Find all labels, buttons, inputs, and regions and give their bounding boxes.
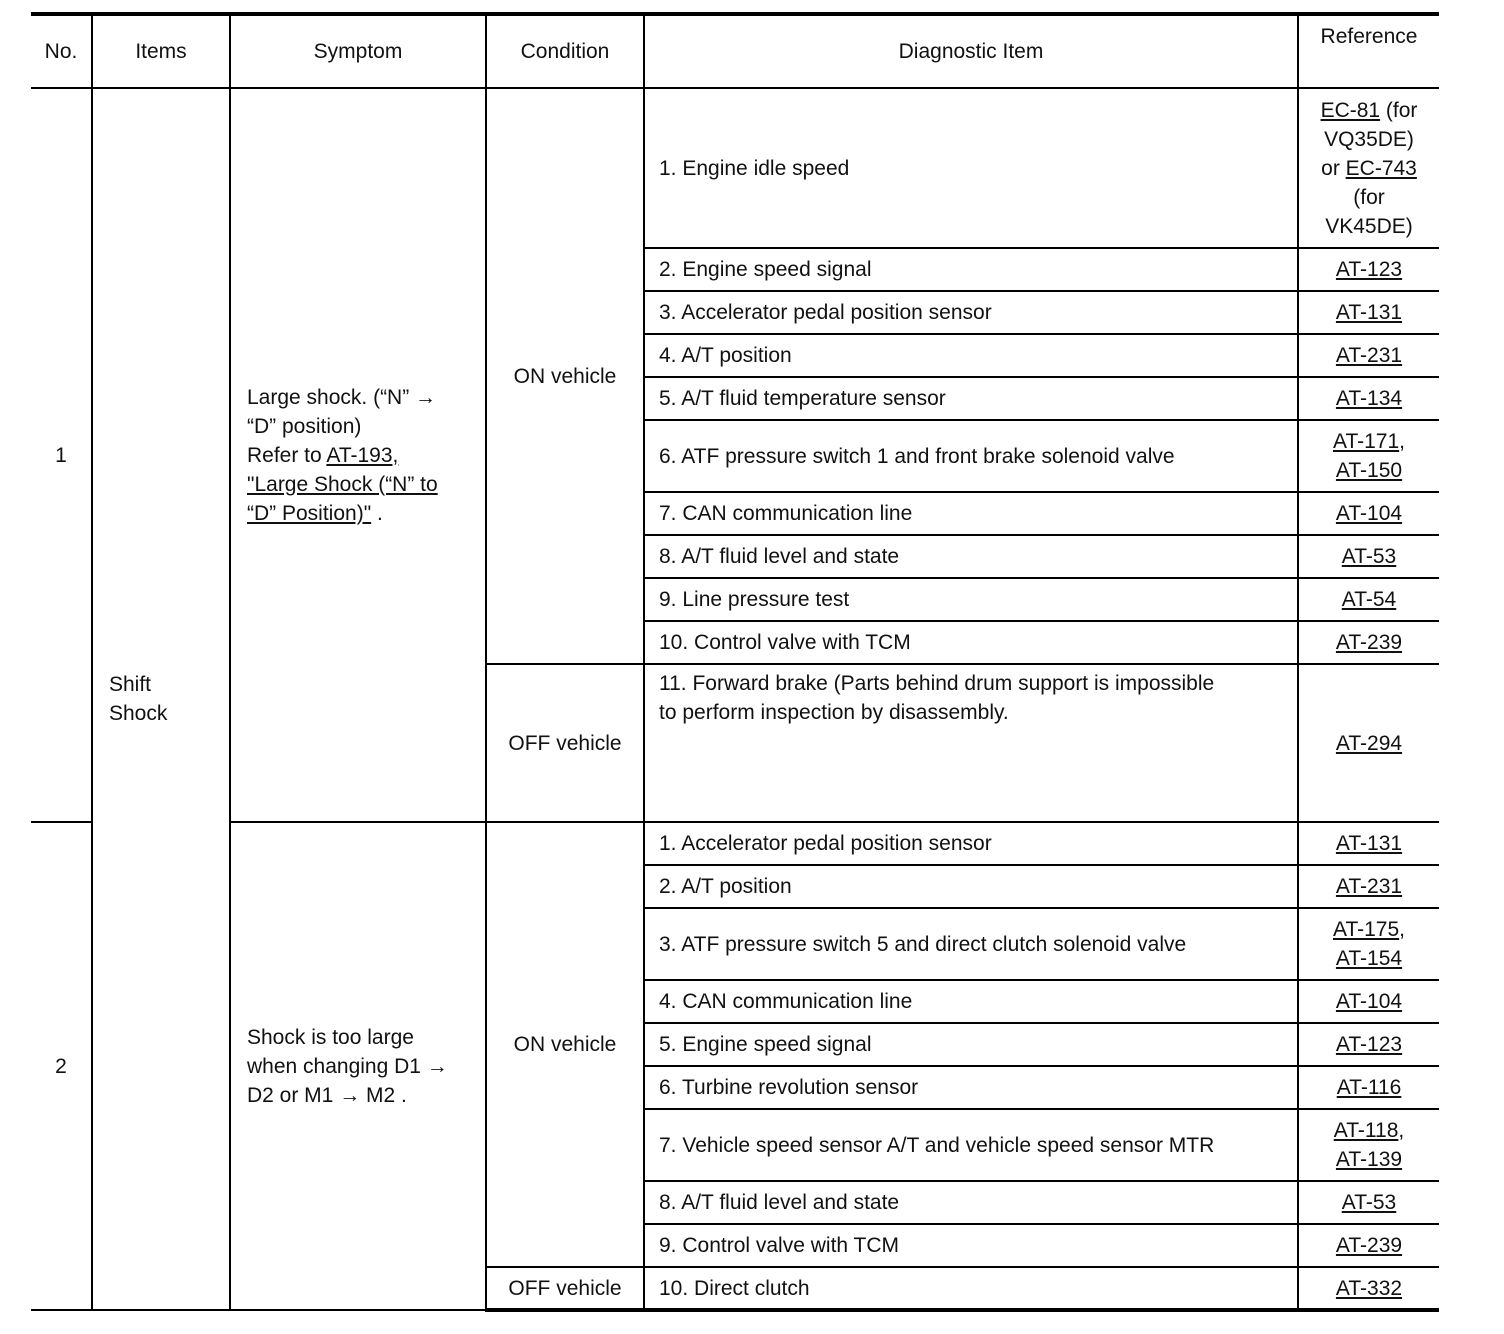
reference-cell: [1298, 578, 1439, 621]
reference-link[interactable]: AT-123: [1335, 258, 1403, 281]
symptom-cell-1: [230, 88, 486, 822]
diagnostic-item: 2. A/T position: [644, 865, 1298, 908]
diagnostic-item: 8. A/T fluid level and state: [644, 1181, 1298, 1224]
diagnostic-item: 2. Engine speed signal: [644, 248, 1298, 291]
row-number-1: 1: [31, 88, 92, 822]
reference-link[interactable]: AT-53: [1341, 1191, 1397, 1214]
items-label: Shift: [109, 673, 152, 696]
reference-link[interactable]: AT-131: [1335, 301, 1403, 324]
reference-cell: [1298, 492, 1439, 535]
header-no: No.: [31, 14, 92, 88]
header-row: [31, 14, 1439, 88]
diagnostic-text: 11. Forward brake (Parts behind drum support is impossible: [659, 672, 1215, 695]
reference-cell: [1298, 88, 1439, 248]
diagnostic-item: 3. ATF pressure switch 5 and direct clutch solenoid valve: [644, 908, 1298, 980]
table-row: [31, 822, 1439, 865]
header-diagnostic-item: Diagnostic Item: [644, 14, 1298, 88]
symptom-link-at-193[interactable]: AT-193,: [326, 443, 399, 467]
reference-link[interactable]: AT-123: [1335, 1033, 1403, 1056]
reference-link[interactable]: AT-231: [1335, 875, 1403, 898]
table-row: [31, 88, 1439, 248]
condition-off-vehicle: OFF vehicle: [486, 664, 644, 822]
diagnostic-item: 5. A/T fluid temperature sensor: [644, 377, 1298, 420]
reference-link[interactable]: AT-104: [1335, 990, 1403, 1013]
reference-text: VK45DE): [1325, 214, 1413, 238]
reference-link[interactable]: AT-116: [1336, 1076, 1402, 1099]
diagnostic-item: 1. Engine idle speed: [644, 88, 1298, 248]
header-items: Items: [92, 14, 230, 88]
condition-on-vehicle: ON vehicle: [486, 88, 644, 664]
reference-link[interactable]: AT-104: [1335, 502, 1403, 525]
symptom-link-d-position[interactable]: “D” Position)": [247, 501, 372, 525]
reference-cell: [1298, 334, 1439, 377]
items-label: Shock: [109, 702, 168, 725]
reference-link[interactable]: AT-332: [1335, 1276, 1403, 1300]
header-condition: Condition: [486, 14, 644, 88]
symptom-text: “D” position): [247, 414, 362, 438]
reference-link[interactable]: AT-231: [1335, 344, 1403, 367]
reference-cell: AT-171, AT-150: [1298, 420, 1439, 492]
reference-link[interactable]: AT-139: [1335, 1148, 1403, 1171]
reference-cell: [1298, 248, 1439, 291]
reference-cell: [1298, 1023, 1439, 1066]
reference-link[interactable]: AT-294: [1335, 731, 1403, 755]
reference-cell: [1298, 1224, 1439, 1267]
reference-text: (for: [1353, 185, 1385, 209]
symptom-link-large-shock[interactable]: "Large Shock (“N” to: [247, 472, 438, 496]
diagnostic-item: 9. Control valve with TCM: [644, 1224, 1298, 1267]
diagnostic-item: 7. Vehicle speed sensor A/T and vehicle speed sensor MTR: [644, 1109, 1298, 1181]
reference-text: or: [1321, 156, 1346, 180]
diagnostic-item: 9. Line pressure test: [644, 578, 1298, 621]
reference-link[interactable]: AT-131: [1335, 832, 1403, 855]
diagnostic-item: 3. Accelerator pedal position sensor: [644, 291, 1298, 334]
diagnostic-item: 10. Direct clutch: [644, 1267, 1298, 1310]
symptom-text: when changing D1 →: [247, 1054, 448, 1078]
condition-off-vehicle: OFF vehicle: [486, 1267, 644, 1310]
reference-link[interactable]: AT-134: [1335, 387, 1403, 410]
diagnostic-item: 4. A/T position: [644, 334, 1298, 377]
reference-link[interactable]: AT-54: [1341, 588, 1397, 611]
reference-cell: [1298, 865, 1439, 908]
reference-cell: [1298, 535, 1439, 578]
diagnostic-item: 6. ATF pressure switch 1 and front brake solenoid valve: [644, 420, 1298, 492]
diagnostic-text: to perform inspection by disassembly.: [659, 701, 1009, 724]
diagnosis-table: [31, 12, 1439, 1312]
diagnostic-item: 10. Control valve with TCM: [644, 621, 1298, 664]
reference-link[interactable]: EC-743: [1345, 156, 1417, 180]
reference-cell: [1298, 291, 1439, 334]
reference-text: VQ35DE): [1324, 127, 1414, 151]
symptom-text: Shock is too large: [247, 1025, 414, 1049]
reference-cell: [1298, 1267, 1439, 1310]
header-symptom: Symptom: [230, 14, 486, 88]
diagnostic-item: 8. A/T fluid level and state: [644, 535, 1298, 578]
reference-cell: [1298, 1181, 1439, 1224]
reference-cell: [1298, 980, 1439, 1023]
symptom-text: Large shock. (“N” →: [247, 385, 437, 409]
reference-link[interactable]: AT-239: [1335, 1234, 1403, 1257]
symptom-cell-2: [230, 822, 486, 1310]
diagnostic-item: 5. Engine speed signal: [644, 1023, 1298, 1066]
reference-cell: [1298, 621, 1439, 664]
reference-cell: [1298, 377, 1439, 420]
diagnostic-item: [644, 664, 1298, 822]
reference-link[interactable]: AT-154: [1335, 947, 1403, 970]
reference-cell: AT-175, AT-154: [1298, 908, 1439, 980]
reference-link[interactable]: AT-150: [1335, 459, 1403, 482]
reference-link[interactable]: EC-81: [1320, 98, 1381, 122]
reference-cell: [1298, 822, 1439, 865]
symptom-text: D2 or M1 → M2 .: [247, 1083, 407, 1107]
reference-link[interactable]: AT-175: [1333, 918, 1400, 941]
reference-link[interactable]: AT-171: [1333, 430, 1400, 453]
reference-link[interactable]: AT-53: [1341, 545, 1397, 568]
reference-cell: AT-118, AT-139: [1298, 1109, 1439, 1181]
symptom-text: .: [371, 501, 383, 525]
symptom-text: Refer to: [247, 443, 327, 467]
diagnostic-item: 7. CAN communication line: [644, 492, 1298, 535]
reference-link[interactable]: AT-239: [1335, 631, 1403, 654]
reference-cell: [1298, 1066, 1439, 1109]
reference-link[interactable]: AT-118: [1333, 1119, 1399, 1142]
diagnostic-item: 1. Accelerator pedal position sensor: [644, 822, 1298, 865]
diagnostic-item: 4. CAN communication line: [644, 980, 1298, 1023]
header-reference: Reference: [1298, 14, 1439, 88]
diagnostic-item: 6. Turbine revolution sensor: [644, 1066, 1298, 1109]
reference-text: (for: [1380, 98, 1418, 122]
condition-on-vehicle: ON vehicle: [486, 822, 644, 1267]
items-cell: [92, 88, 230, 1310]
row-number-2: 2: [31, 822, 92, 1310]
reference-cell: [1298, 664, 1439, 822]
